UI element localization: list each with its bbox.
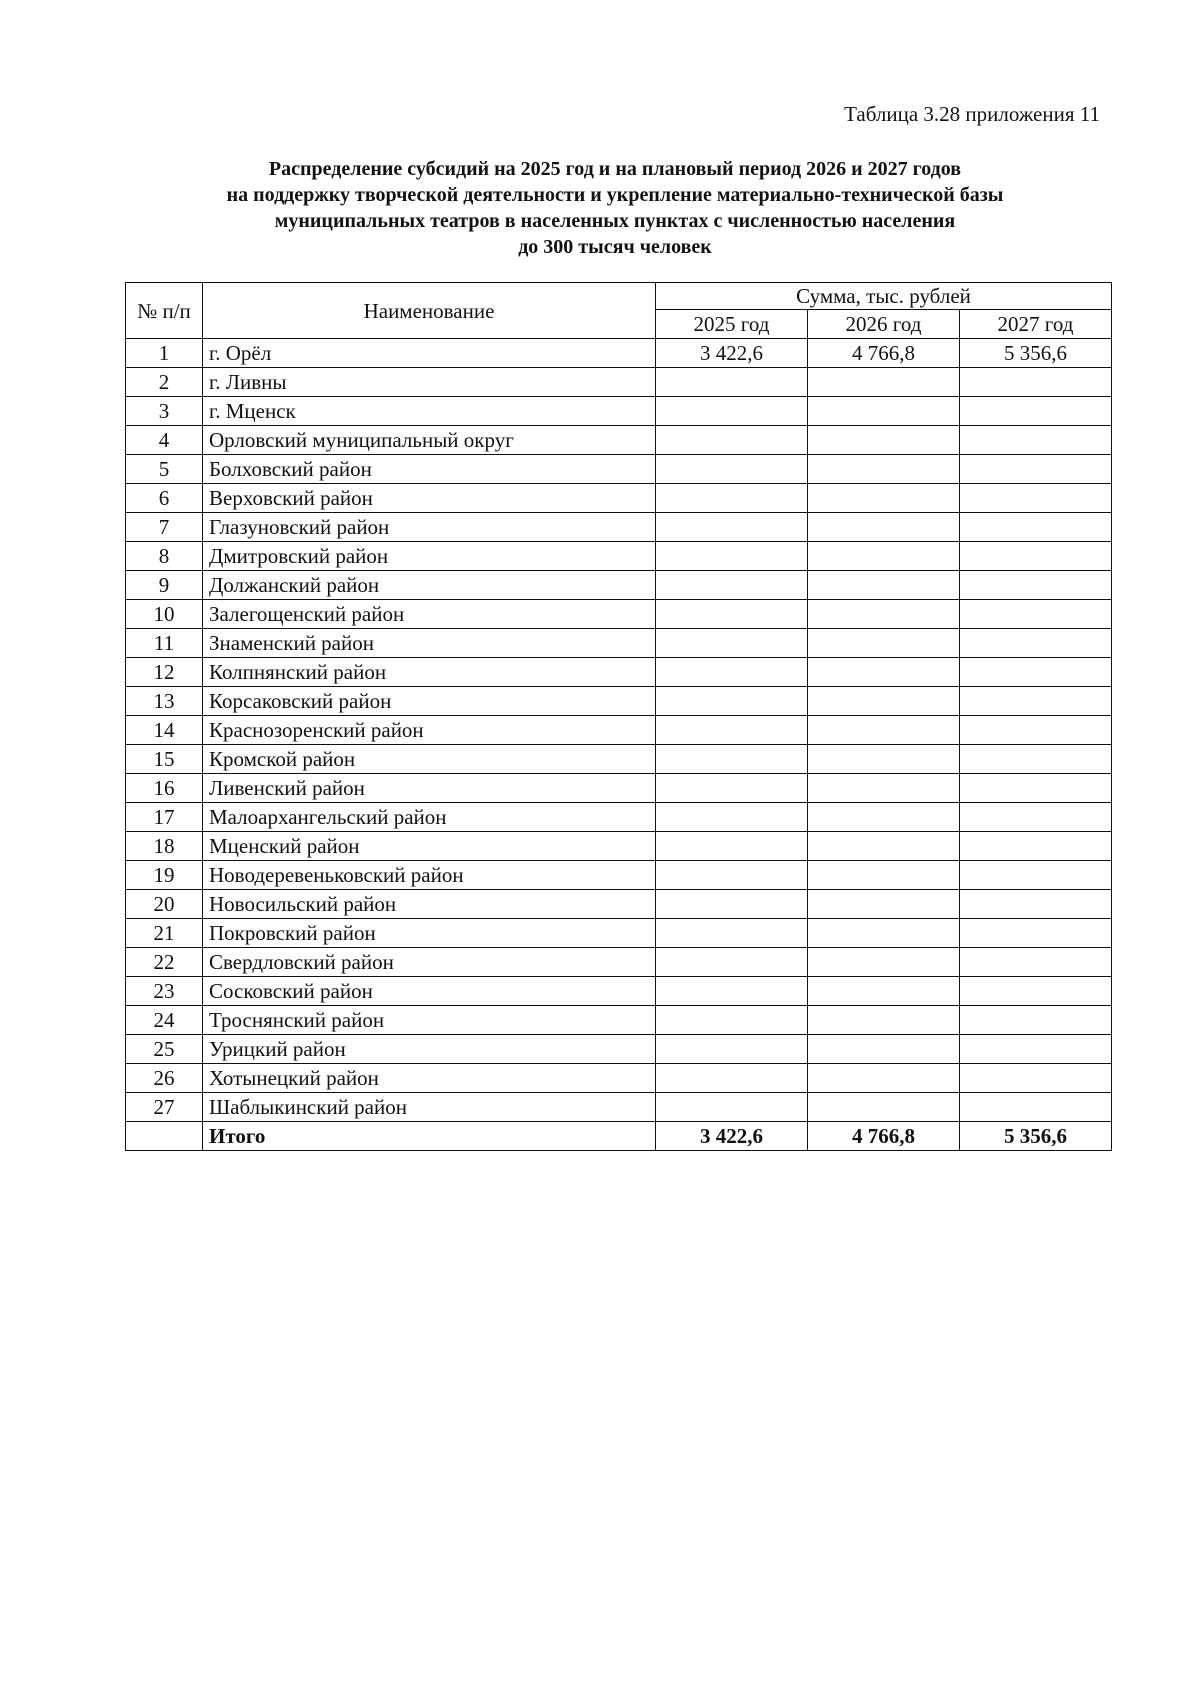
- row-value-2026: [808, 513, 960, 542]
- row-number: 26: [126, 1064, 203, 1093]
- row-value-2027: [960, 426, 1112, 455]
- table-row: [126, 977, 1112, 1006]
- row-name: Свердловский район: [203, 948, 656, 977]
- row-name: Новосильский район: [203, 890, 656, 919]
- document-title: [120, 156, 1110, 260]
- row-value-2027: [960, 687, 1112, 716]
- row-value-2026: [808, 745, 960, 774]
- table-row: [126, 542, 1112, 571]
- row-number: 25: [126, 1035, 203, 1064]
- row-value-2025: [656, 774, 808, 803]
- row-number: 7: [126, 513, 203, 542]
- row-name: Новодеревеньковский район: [203, 861, 656, 890]
- row-value-2026: [808, 1006, 960, 1035]
- row-value-2026: [808, 774, 960, 803]
- row-value-2026: [808, 571, 960, 600]
- table-row: [126, 368, 1112, 397]
- row-value-2026: [808, 1064, 960, 1093]
- row-number: 14: [126, 716, 203, 745]
- row-value-2027: [960, 977, 1112, 1006]
- row-name: Залегощенский район: [203, 600, 656, 629]
- table-row: [126, 948, 1112, 977]
- row-name: Мценский район: [203, 832, 656, 861]
- row-name: г. Мценск: [203, 397, 656, 426]
- row-number: 8: [126, 542, 203, 571]
- row-value-2025: [656, 716, 808, 745]
- row-value-2026: [808, 1093, 960, 1122]
- row-number: 11: [126, 629, 203, 658]
- header-year-2026: 2026 год: [808, 310, 960, 339]
- row-name: Глазуновский район: [203, 513, 656, 542]
- table-row: [126, 1035, 1112, 1064]
- row-number: 12: [126, 658, 203, 687]
- table-row: [126, 658, 1112, 687]
- row-value-2026: [808, 977, 960, 1006]
- row-value-2027: [960, 397, 1112, 426]
- subsidy-table: [125, 282, 1112, 1151]
- table-row: [126, 571, 1112, 600]
- row-value-2027: [960, 716, 1112, 745]
- row-number: 22: [126, 948, 203, 977]
- row-name: Дмитровский район: [203, 542, 656, 571]
- header-name: Наименование: [203, 283, 656, 339]
- row-value-2027: [960, 1093, 1112, 1122]
- row-value-2027: [960, 1035, 1112, 1064]
- table-row: [126, 339, 1112, 368]
- row-value-2025: [656, 890, 808, 919]
- row-value-2026: [808, 484, 960, 513]
- table-row: [126, 426, 1112, 455]
- row-value-2027: [960, 1064, 1112, 1093]
- row-value-2026: [808, 658, 960, 687]
- row-value-2025: [656, 832, 808, 861]
- row-value-2026: [808, 687, 960, 716]
- table-row: [126, 1093, 1112, 1122]
- row-value-2026: [808, 716, 960, 745]
- row-value-2025: [656, 1093, 808, 1122]
- header-num: № п/п: [126, 283, 203, 339]
- row-value-2027: [960, 1006, 1112, 1035]
- row-number: 21: [126, 919, 203, 948]
- row-value-2027: [960, 919, 1112, 948]
- row-value-2027: [960, 629, 1112, 658]
- row-value-2025: [656, 455, 808, 484]
- row-number: 3: [126, 397, 203, 426]
- row-number: 23: [126, 977, 203, 1006]
- table-header-row: [126, 283, 1112, 310]
- row-number: 6: [126, 484, 203, 513]
- row-value-2025: [656, 629, 808, 658]
- row-value-2027: [960, 745, 1112, 774]
- row-name: г. Ливны: [203, 368, 656, 397]
- title-line: муниципальных театров в населенных пунктах с численностью населения: [274, 210, 956, 232]
- total-2025: 3 422,6: [656, 1122, 808, 1151]
- total-row: [126, 1122, 1112, 1151]
- row-name: Знаменский район: [203, 629, 656, 658]
- table-row: [126, 803, 1112, 832]
- row-value-2027: [960, 658, 1112, 687]
- table-row: [126, 455, 1112, 484]
- row-value-2026: [808, 832, 960, 861]
- title-line: до 300 тысяч человек: [518, 236, 712, 258]
- row-number: 27: [126, 1093, 203, 1122]
- row-value-2025: [656, 977, 808, 1006]
- row-name: Кромской район: [203, 745, 656, 774]
- table-row: [126, 687, 1112, 716]
- row-name: Должанский район: [203, 571, 656, 600]
- row-value-2025: [656, 745, 808, 774]
- table-row: [126, 774, 1112, 803]
- row-value-2025: [656, 600, 808, 629]
- row-value-2026: 4 766,8: [808, 339, 960, 368]
- table-row: [126, 832, 1112, 861]
- row-value-2026: [808, 629, 960, 658]
- row-value-2025: [656, 1035, 808, 1064]
- row-number: 2: [126, 368, 203, 397]
- header-year-2025: 2025 год: [656, 310, 808, 339]
- row-name: Ливенский район: [203, 774, 656, 803]
- row-number: 15: [126, 745, 203, 774]
- row-number: 13: [126, 687, 203, 716]
- table-row: [126, 919, 1112, 948]
- row-value-2027: 5 356,6: [960, 339, 1112, 368]
- row-value-2026: [808, 455, 960, 484]
- row-value-2027: [960, 571, 1112, 600]
- table-row: [126, 1006, 1112, 1035]
- row-value-2027: [960, 484, 1112, 513]
- total-2026: 4 766,8: [808, 1122, 960, 1151]
- row-value-2026: [808, 1035, 960, 1064]
- row-value-2027: [960, 542, 1112, 571]
- table-row: [126, 600, 1112, 629]
- table-row: [126, 484, 1112, 513]
- total-label: Итого: [203, 1122, 656, 1151]
- row-name: Колпнянский район: [203, 658, 656, 687]
- row-number: 5: [126, 455, 203, 484]
- row-value-2025: [656, 658, 808, 687]
- table-body: [126, 339, 1112, 1122]
- table-row: [126, 629, 1112, 658]
- row-name: Краснозоренский район: [203, 716, 656, 745]
- row-name: Шаблыкинский район: [203, 1093, 656, 1122]
- table-row: [126, 397, 1112, 426]
- row-value-2026: [808, 803, 960, 832]
- row-value-2027: [960, 455, 1112, 484]
- row-number: 19: [126, 861, 203, 890]
- row-value-2026: [808, 368, 960, 397]
- row-number: 18: [126, 832, 203, 861]
- row-name: Сосковский район: [203, 977, 656, 1006]
- table-row: [126, 1064, 1112, 1093]
- row-value-2027: [960, 948, 1112, 977]
- row-number: 9: [126, 571, 203, 600]
- row-value-2025: [656, 948, 808, 977]
- row-value-2025: [656, 368, 808, 397]
- table-row: [126, 513, 1112, 542]
- row-name: Болховский район: [203, 455, 656, 484]
- row-value-2027: [960, 368, 1112, 397]
- row-value-2025: 3 422,6: [656, 339, 808, 368]
- row-value-2025: [656, 571, 808, 600]
- row-value-2025: [656, 919, 808, 948]
- row-value-2026: [808, 919, 960, 948]
- row-value-2025: [656, 687, 808, 716]
- title-line: на поддержку творческой деятельности и укрепление материально-технической базы: [226, 184, 1004, 206]
- row-number: 4: [126, 426, 203, 455]
- row-value-2025: [656, 513, 808, 542]
- row-value-2027: [960, 803, 1112, 832]
- row-name: Малоархангельский район: [203, 803, 656, 832]
- table-reference: Таблица 3.28 приложения 11: [844, 102, 1100, 126]
- total-2027: 5 356,6: [960, 1122, 1112, 1151]
- row-value-2025: [656, 1064, 808, 1093]
- row-value-2025: [656, 484, 808, 513]
- row-name: Хотынецкий район: [203, 1064, 656, 1093]
- row-name: Орловский муниципальный округ: [203, 426, 656, 455]
- row-name: Покровский район: [203, 919, 656, 948]
- table-row: [126, 716, 1112, 745]
- row-name: Троснянский район: [203, 1006, 656, 1035]
- header-year-2027: 2027 год: [960, 310, 1112, 339]
- row-value-2026: [808, 397, 960, 426]
- header-sum-group: Сумма, тыс. рублей: [656, 283, 1112, 310]
- row-value-2026: [808, 890, 960, 919]
- row-number: 1: [126, 339, 203, 368]
- total-num-cell: [126, 1122, 203, 1151]
- table-row: [126, 861, 1112, 890]
- row-value-2026: [808, 426, 960, 455]
- row-value-2027: [960, 890, 1112, 919]
- row-value-2026: [808, 600, 960, 629]
- row-value-2026: [808, 861, 960, 890]
- row-value-2025: [656, 426, 808, 455]
- row-number: 17: [126, 803, 203, 832]
- row-value-2026: [808, 948, 960, 977]
- row-value-2027: [960, 832, 1112, 861]
- row-number: 10: [126, 600, 203, 629]
- row-value-2025: [656, 803, 808, 832]
- row-value-2025: [656, 397, 808, 426]
- table-row: [126, 745, 1112, 774]
- table-row: [126, 890, 1112, 919]
- title-line: Распределение субсидий на 2025 год и на плановый период 2026 и 2027 годов: [268, 158, 962, 180]
- row-name: Урицкий район: [203, 1035, 656, 1064]
- row-value-2027: [960, 774, 1112, 803]
- row-name: г. Орёл: [203, 339, 656, 368]
- row-number: 20: [126, 890, 203, 919]
- row-number: 16: [126, 774, 203, 803]
- row-value-2025: [656, 861, 808, 890]
- row-number: 24: [126, 1006, 203, 1035]
- row-value-2027: [960, 861, 1112, 890]
- row-value-2027: [960, 600, 1112, 629]
- row-value-2026: [808, 542, 960, 571]
- row-name: Верховский район: [203, 484, 656, 513]
- row-name: Корсаковский район: [203, 687, 656, 716]
- row-value-2025: [656, 1006, 808, 1035]
- row-value-2027: [960, 513, 1112, 542]
- row-value-2025: [656, 542, 808, 571]
